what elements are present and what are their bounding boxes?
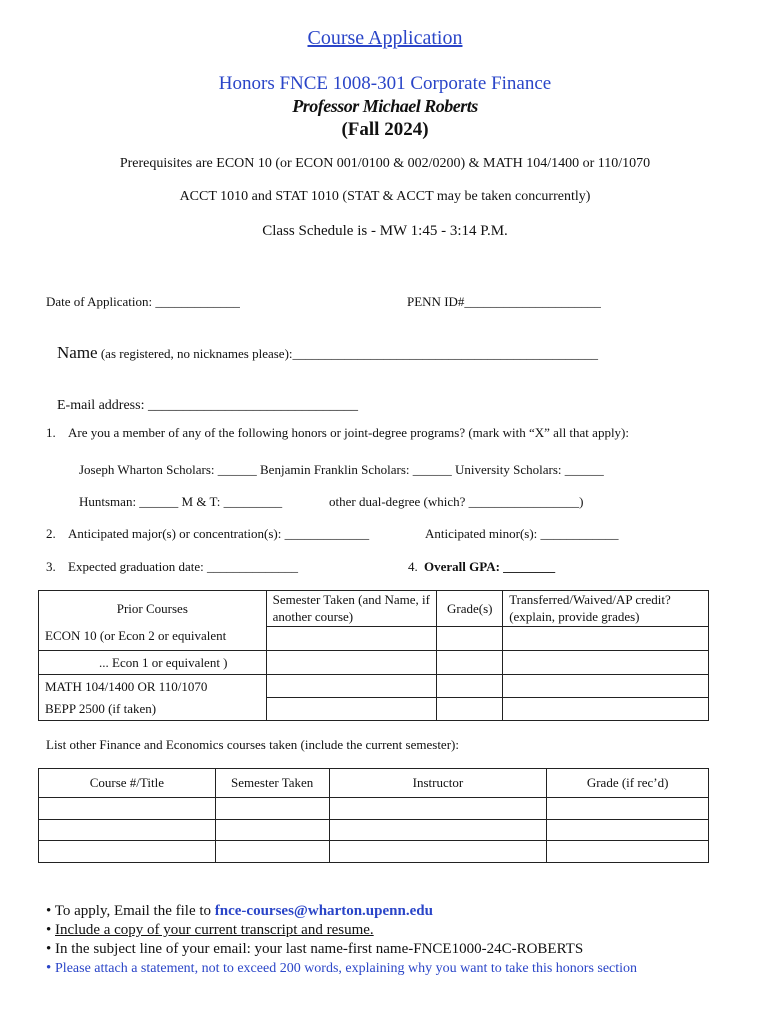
course-name: Honors FNCE 1008-301 Corporate Finance (218, 73, 552, 94)
transfer-cell[interactable] (503, 651, 709, 675)
table-row (39, 698, 709, 721)
course-cell[interactable] (39, 798, 216, 820)
other-courses-table (38, 768, 709, 863)
transfer-cell[interactable] (503, 627, 709, 651)
transfer-cell[interactable] (503, 675, 709, 698)
semester-cell[interactable] (215, 841, 329, 863)
q3-number: 3. (46, 559, 56, 574)
semester-header: Semester Taken (215, 769, 329, 798)
bullet-icon: • (46, 960, 52, 976)
honors-programs-row[interactable]: Joseph Wharton Scholars: ______ Benjamin Franklin Scholars: ______ University Scholars: ______ (79, 462, 604, 477)
instruction-text: To apply, Email the file to (54, 903, 215, 919)
prior-course-label: MATH 104/1400 OR 110/1070 (39, 675, 267, 698)
instructor-header: Instructor (329, 769, 547, 798)
table-header-row (39, 769, 709, 798)
penn-id-field[interactable]: PENN ID#_____________________ (407, 294, 601, 309)
semester-cell[interactable] (215, 798, 329, 820)
anticipated-major-field[interactable]: Anticipated major(s) or concentration(s): _____________ (68, 526, 370, 541)
semester-cell[interactable] (266, 627, 437, 651)
semester-cell[interactable] (266, 651, 437, 675)
application-instructions (46, 902, 637, 978)
semester-cell[interactable] (266, 698, 437, 721)
class-schedule: Class Schedule is - MW 1:45 - 3:14 P.M. (262, 223, 508, 239)
instruction-text: Include a copy of your current transcript and resume. (55, 922, 374, 938)
q1-question: Are you a member of any of the following honors or joint-degree programs? (mark with “X” all that apply): (68, 425, 629, 440)
anticipated-minor-field[interactable]: Anticipated minor(s): ____________ (425, 526, 619, 541)
date-of-application-field[interactable]: Date of Application: _____________ (46, 294, 240, 309)
grade-cell[interactable] (547, 798, 709, 820)
course-cell[interactable] (39, 841, 216, 863)
course-cell[interactable] (39, 820, 216, 841)
term: (Fall 2024) (341, 119, 429, 140)
prior-courses-table (38, 590, 709, 721)
gpa-field[interactable]: Overall GPA: ________ (424, 559, 556, 574)
prerequisites-line-1: Prerequisites are ECON 10 (or ECON 001/0100 & 002/0200) & MATH 104/1400 or 110/1070 (119, 156, 651, 171)
prior-courses-header: Prior Courses (39, 591, 267, 627)
q4-number: 4. (408, 559, 418, 574)
q1-number: 1. (46, 425, 56, 440)
instructor-cell[interactable] (329, 798, 547, 820)
email-field[interactable]: E-mail address: ______________________________ (57, 398, 358, 413)
table-header-row (39, 591, 709, 627)
bullet-icon: • (46, 922, 52, 938)
course-title-header: Course #/Title (39, 769, 216, 798)
name-field[interactable] (57, 343, 598, 363)
grade-cell[interactable] (437, 651, 503, 675)
name-hint: (as registered, no nicknames please):_______________________________________________ (97, 346, 599, 361)
table-row (39, 627, 709, 651)
dual-degree-field[interactable]: other dual-degree (which? _________________) (329, 494, 584, 509)
prerequisites-line-2: ACCT 1010 and STAT 1010 (STAT & ACCT may be taken concurrently) (179, 189, 591, 204)
semester-cell[interactable] (266, 675, 437, 698)
table-row (39, 651, 709, 675)
prior-course-label: BEPP 2500 (if taken) (39, 698, 267, 721)
transfer-credit-header: Transferred/Waived/AP credit? (explain, provide grades) (503, 591, 709, 627)
instructor-cell[interactable] (329, 820, 547, 841)
transfer-cell[interactable] (503, 698, 709, 721)
professor-name: Professor Michael Roberts (292, 96, 478, 116)
email-link[interactable]: fnce-courses@wharton.upenn.edu (214, 903, 433, 919)
q2-number: 2. (46, 526, 56, 541)
grade-cell[interactable] (437, 675, 503, 698)
graduation-date-field[interactable]: Expected graduation date: ______________ (68, 559, 298, 574)
table-row (39, 841, 709, 863)
table-row (39, 798, 709, 820)
list-item (46, 902, 637, 921)
grade-cell[interactable] (437, 698, 503, 721)
bullet-icon: • (46, 941, 52, 957)
prior-course-label: ECON 10 (or Econ 2 or equivalent (39, 627, 267, 651)
semester-taken-header: Semester Taken (and Name, if another course) (266, 591, 437, 627)
table-row (39, 820, 709, 841)
list-item (46, 959, 637, 978)
grade-header: Grade (if rec’d) (547, 769, 709, 798)
prior-course-label: ... Econ 1 or equivalent ) (39, 651, 267, 675)
table-row (39, 675, 709, 698)
page-title: Course Application (307, 27, 463, 49)
grades-header: Grade(s) (437, 591, 503, 627)
instruction-text: In the subject line of your email: your last name-first name-FNCE1000-24C-ROBERTS (55, 941, 584, 957)
list-item (46, 921, 637, 940)
bullet-icon: • (46, 903, 52, 919)
grade-cell[interactable] (547, 841, 709, 863)
grade-cell[interactable] (437, 627, 503, 651)
instructor-cell[interactable] (329, 841, 547, 863)
grade-cell[interactable] (547, 820, 709, 841)
other-courses-instructions: List other Finance and Economics courses taken (include the current semester): (46, 737, 459, 752)
huntsman-mt-field[interactable]: Huntsman: ______ M & T: _________ (79, 494, 283, 509)
semester-cell[interactable] (215, 820, 329, 841)
list-item (46, 940, 637, 959)
instruction-text: Please attach a statement, not to exceed 200 words, explaining why you want to take this honors section (55, 961, 638, 976)
name-label: Name (57, 343, 98, 362)
